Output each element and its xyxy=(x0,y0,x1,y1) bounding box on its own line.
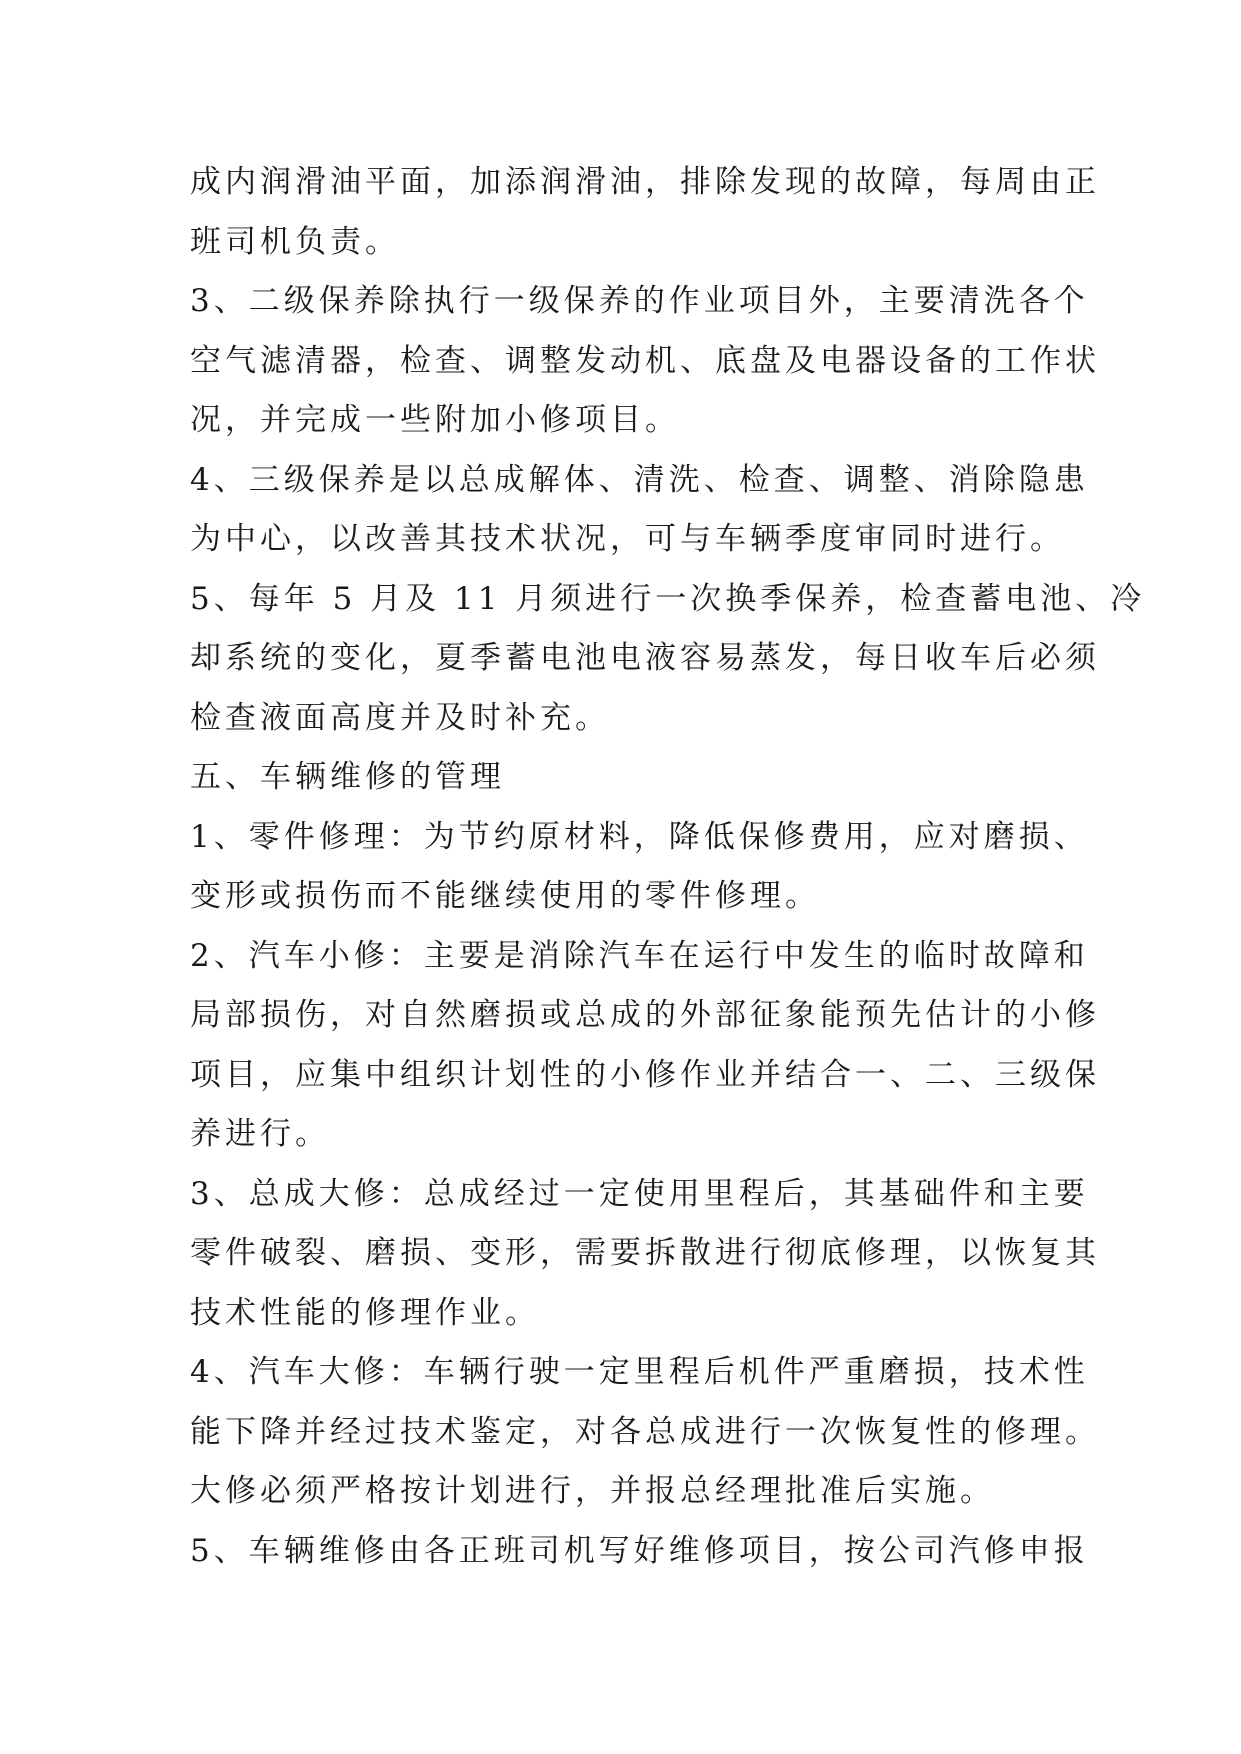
text-line: 大修必须严格按计划进行，并报总经理批准后实施。 xyxy=(190,1473,995,1509)
text-line: 为中心，以改善其技术状况，可与车辆季度审同时进行。 xyxy=(190,521,1065,557)
text-line: 况，并完成一些附加小修项目。 xyxy=(190,402,680,438)
text-line: 技术性能的修理作业。 xyxy=(190,1294,540,1331)
text-line: 3、总成大修：总成经过一定使用里程后，其基础件和主要 xyxy=(190,1175,1089,1212)
section-heading: 五、车辆维修的管理 xyxy=(190,759,505,795)
text-line: 零件破裂、磨损、变形，需要拆散进行彻底修理，以恢复其 xyxy=(190,1235,1100,1271)
text-line: 4、三级保养是以总成解体、清洗、检查、调整、消除隐患 xyxy=(190,461,1089,498)
text-line: 2、汽车小修：主要是消除汽车在运行中发生的临时故障和 xyxy=(190,937,1089,974)
text-line: 班司机负责。 xyxy=(190,223,400,260)
text-line: 4、汽车大修：车辆行驶一定里程后机件严重磨损，技术性 xyxy=(190,1354,1089,1390)
text-line: 5、每年 5 月及 11 月须进行一次换季保养，检查蓄电池、冷 xyxy=(190,580,1146,617)
document-body xyxy=(190,153,1146,1581)
text-line: 养进行。 xyxy=(190,1116,330,1152)
text-line: 5、车辆维修由各正班司机写好维修项目，按公司汽修申报 xyxy=(190,1532,1089,1569)
text-line: 局部损伤，对自然磨损或总成的外部征象能预先估计的小修 xyxy=(190,997,1100,1033)
text-line: 成内润滑油平面，加添润滑油，排除发现的故障，每周由正 xyxy=(190,164,1100,200)
text-line: 3、二级保养除执行一级保养的作业项目外，主要清洗各个 xyxy=(190,283,1089,319)
text-line: 变形或损伤而不能继续使用的零件修理。 xyxy=(190,878,820,914)
text-line: 检查液面高度并及时补充。 xyxy=(190,699,610,736)
text-line: 却系统的变化，夏季蓄电池电液容易蒸发，每日收车后必须 xyxy=(190,640,1100,676)
text-line: 1、零件修理：为节约原材料，降低保修费用，应对磨损、 xyxy=(190,818,1089,855)
text-line: 项目，应集中组织计划性的小修作业并结合一、二、三级保 xyxy=(190,1056,1100,1093)
text-line: 空气滤清器，检查、调整发动机、底盘及电器设备的工作状 xyxy=(190,342,1100,379)
text-line: 能下降并经过技术鉴定，对各总成进行一次恢复性的修理。 xyxy=(190,1413,1100,1450)
